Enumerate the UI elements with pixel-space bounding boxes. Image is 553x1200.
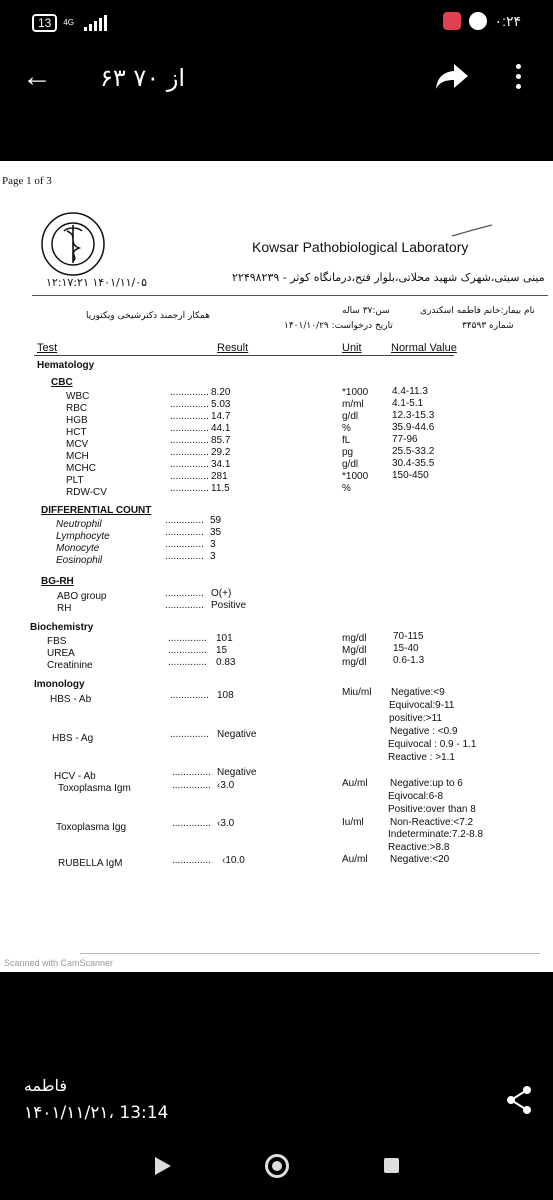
result-dots: .............. [170,399,209,410]
test-name: MCV [66,439,89,450]
signature-mark [450,223,494,239]
test-unit: fL [342,435,351,446]
test-unit: Au/ml [342,778,368,789]
test-name: HGB [66,415,88,426]
test-name: RDW-CV [66,487,107,498]
test-unit: *1000 [342,387,369,398]
test-name: MCHC [66,463,96,474]
lab-logo-icon [40,211,106,277]
test-unit: m/ml [342,399,364,410]
test-unit: Miu/ml [342,687,372,698]
result-dots: .............. [170,411,209,422]
test-result: 0.83 [216,657,236,668]
patient-age: سن:۳۷ ساله [342,306,390,316]
document-image[interactable] [0,161,553,972]
test-unit: pg [342,447,354,458]
test-name: MCH [66,451,89,462]
normal-value: 4.4-11.3 [392,386,428,397]
test-result: Negative [217,767,257,778]
scanner-watermark: Scanned with CamScanner [4,958,114,968]
test-result: Negative [217,729,257,740]
test-result: 11.5 [211,483,230,494]
page-counter: ۶۳ از ۷۰ [100,64,186,92]
header-divider [34,355,454,356]
test-name: PLT [66,475,84,486]
normal-line: Non-Reactive:<7.2 [390,817,474,828]
forward-share-icon[interactable] [434,62,470,92]
test-result: 3 [210,551,216,562]
test-name: Creatinine [47,660,93,671]
normal-value: 12.3-15.3 [392,410,435,421]
result-dots: .............. [165,515,204,526]
patient-number: شماره ۳۴۵۹۳ [462,321,514,331]
normal-line: Indeterminate:7.2-8.8 [388,829,484,840]
test-name: Lymphocyte [56,531,110,542]
result-dots: .............. [170,483,209,494]
test-result: 108 [217,690,234,701]
test-unit: % [342,483,351,494]
test-result: 3 [210,539,216,550]
result-dots: .............. [170,471,209,482]
normal-value: 0.6-1.3 [393,655,425,666]
result-dots: .............. [170,729,209,740]
footer-divider [80,953,540,954]
section-cbc: CBC [51,377,73,388]
result-dots: .............. [172,780,211,791]
test-name: HCV - Ab [54,771,96,782]
section-differential: DIFFERENTIAL COUNT [41,505,152,516]
result-dots: .............. [172,818,211,829]
normal-line: Reactive : >1.1 [388,752,455,763]
normal-value: 4.1-5.1 [392,398,424,409]
test-result: O(+) [211,588,232,599]
test-unit: g/dl [342,411,359,422]
test-unit: Mg/dl [342,645,367,656]
normal-line: Reactive:>8.8 [388,842,450,853]
lab-address: مینی سیتی،شهرک شهید محلاتی،بلوار فتح،درمانگاه کوثر - ۲۲۴۹۸۲۳۹ [232,271,545,284]
test-unit: % [342,423,351,434]
result-dots: .............. [170,435,209,446]
nav-recents-icon[interactable] [384,1158,399,1173]
test-result: ‹3.0 [217,818,235,829]
result-dots: .............. [168,645,207,656]
section-bgrh: BG-RH [41,576,74,587]
result-dots: .............. [170,690,209,701]
test-result: 5.03 [211,399,231,410]
notification-app-icon [443,12,461,30]
test-result: 34.1 [211,459,231,470]
normal-line: Equivocal : 0.9 - 1.1 [388,739,477,750]
network-type: 4G [63,18,75,27]
test-result: 59 [210,515,222,526]
test-result: 15 [216,645,228,656]
col-header-result: Result [217,342,249,354]
test-result: ‹3.0 [217,780,235,791]
test-name: Monocyte [56,543,100,554]
test-result: 14.7 [211,411,231,422]
section-hematology: Hematology [37,360,95,371]
test-name: UREA [47,648,75,659]
normal-value: 70-115 [393,631,424,642]
section-immunology: Imonology [34,679,85,690]
test-name: RH [57,603,72,614]
test-name: RUBELLA IgM [58,858,123,869]
test-unit: *1000 [342,471,369,482]
result-dots: .............. [172,767,211,778]
test-unit: g/dl [342,459,359,470]
result-dots: .............. [170,387,209,398]
result-dots: .............. [168,657,207,668]
test-unit: mg/dl [342,657,367,668]
test-unit: Au/ml [342,854,368,865]
normal-line: Negative : <0.9 [390,726,458,737]
normal-value: 15-40 [393,643,419,654]
patient-name: نام بیمار:خانم فاطمه اسکندری [420,306,535,316]
test-unit: mg/dl [342,633,367,644]
result-dots: .............. [168,633,207,644]
system-nav-bar [0,1140,553,1200]
test-name: HCT [66,427,87,438]
nav-home-icon[interactable] [265,1154,289,1178]
test-name: HBS - Ag [52,733,94,744]
test-name: Toxoplasma Igm [58,783,131,794]
result-dots: .............. [165,527,204,538]
test-result: 29.2 [211,447,231,458]
clock: ۰:۲۴ [494,12,521,29]
normal-value: 77-96 [392,434,418,445]
test-result: 85.7 [211,435,231,446]
notification-app-icon-2 [469,12,487,30]
result-dots: .............. [165,539,204,550]
result-dots: .............. [165,600,204,611]
signal-icon [84,15,107,31]
sent-time: ۱۴۰۱/۱۱/۲۱، 13:14 [24,1103,169,1123]
back-arrow-icon[interactable]: ← [22,60,52,93]
test-name: Toxoplasma Igg [56,822,127,833]
test-name: HBS - Ab [50,694,92,705]
test-result: ‹10.0 [222,855,245,866]
result-dots: .............. [172,855,211,866]
normal-line: Equivocal:9-11 [389,700,455,711]
test-name: ABO group [57,591,107,602]
normal-value: 25.5-33.2 [392,446,435,457]
request-date: تاریخ درخواست: ۱۴۰۱/۱۰/۲۹ [284,321,393,331]
normal-value: 30.4-35.5 [392,458,435,469]
lab-name: Kowsar Pathobiological Laboratory [252,239,469,255]
col-header-unit: Unit [342,342,362,354]
col-header-test: Test [37,342,58,354]
test-result: 281 [211,471,228,482]
normal-line: positive:>11 [389,713,442,724]
test-name: Eosinophil [56,555,103,566]
test-name: Neutrophil [56,519,102,530]
test-result: 44.1 [211,423,231,434]
more-options-icon[interactable] [512,62,524,92]
viewer-toolbar [0,48,553,112]
result-dots: .............. [165,588,204,599]
test-result: 35 [210,527,222,538]
test-name: WBC [66,391,90,402]
normal-line: Negative:<9 [391,687,445,698]
test-name: RBC [66,403,88,414]
test-result: Positive [211,600,247,611]
divider [32,295,548,296]
section-biochemistry: Biochemistry [30,622,94,633]
nav-back-icon[interactable] [155,1157,171,1175]
sim-badge: 13 [32,14,57,32]
result-dots: .............. [165,551,204,562]
normal-line: Positive:over than 8 [388,804,476,815]
page-label: Page 1 of 3 [2,175,52,187]
share-icon[interactable] [505,1085,533,1115]
test-name: FBS [47,636,67,647]
normal-line: Eqivocal:6-8 [388,791,444,802]
normal-value: 150-450 [392,470,429,481]
result-dots: .............. [170,459,209,470]
col-header-normal: Normal Value [391,342,457,354]
test-unit: Iu/ml [342,817,364,828]
normal-line: Negative:up to 6 [390,778,463,789]
result-dots: .............. [170,447,209,458]
report-datetime: ۱۲:۱۷:۲۱ ۱۴۰۱/۱۱/۰۵ [46,276,148,289]
test-result: 8.20 [211,387,231,398]
result-dots: .............. [170,423,209,434]
test-result: 101 [216,633,233,644]
referring-doctor: همکار ارجمند دکترشیخی ویکتوریا [86,311,210,321]
sender-name: فاطمه [23,1076,67,1095]
status-bar [0,0,553,48]
normal-value: 35.9-44.6 [392,422,435,433]
normal-line: Negative:<20 [390,854,450,865]
